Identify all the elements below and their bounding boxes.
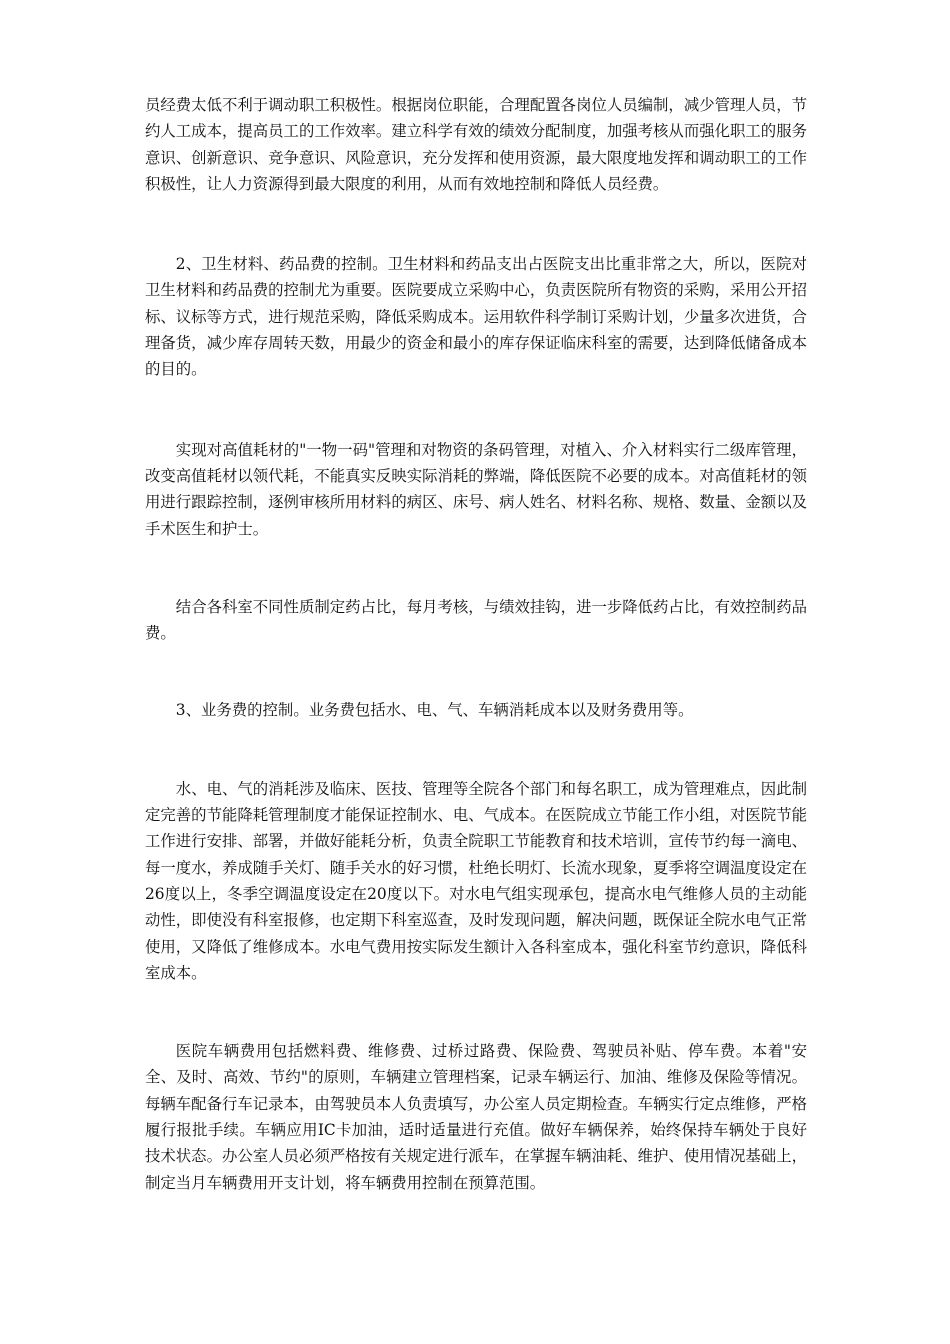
document-body (145, 92, 807, 1196)
paragraph-utilities-cost: 水、电、气的消耗涉及临床、医技、管理等全院各个部门和每名职工，成为管理难点，因此制定完善的节能降耗管理制度才能保证控制水、电、气成本。在医院成立节能工作小组，对医院节能工作进行安排、部署，并做好能耗分析，负责全院职工节能教育和技术培训，宣传节约每一滴电、每一度水，养成随手关灯、随手关水的好习惯，杜绝长明灯、长流水现象，夏季将空调温度设定在26度以上，冬季空调温度设定在20度以下。对水电气组实现承包，提高水电气维修人员的主动能动性，即使没有科室报修，也定期下科室巡查，及时发现问题，解决问题，既保证全院水电气正常使用，又降低了维修成本。水电气费用按实际发生额计入各科室成本，强化科室节约意识，降低科室成本。 (145, 779, 807, 982)
paragraph-drug-ratio: 结合各科室不同性质制定药占比，每月考核，与绩效挂钩，进一步降低药占比，有效控制药品费。 (145, 597, 807, 643)
paragraph-personnel-cost-continued: 员经费太低不利于调动职工积极性。根据岗位职能，合理配置各岗位人员编制，减少管理人员，节约人工成本，提高员工的工作效率。建立科学有效的绩效分配制度，加强考核从而强化职工的服务意识、创新意识、竞争意识、风险意识，充分发挥和使用资源，最大限度地发挥和调动职工的工作积极性，让人力资源得到最大限度的利用，从而有效地控制和降低人员经费。 (145, 96, 807, 193)
paragraph-high-value-consumables: 实现对高值耗材的"一物一码"管理和对物资的条码管理，对植入、介入材料实行二级库管理，改变高值耗材以领代耗，不能真实反映实际消耗的弊端，降低医院不必要的成本。对高值耗材的领用进行跟踪控制，逐例审核所用材料的病区、床号、病人姓名、材料名称、规格、数量、金额以及手术医生和护士。 (145, 440, 807, 538)
paragraph-materials-drug-cost: 2、卫生材料、药品费的控制。卫生材料和药品支出占医院支出比重非常之大，所以，医院对卫生材料和药品费的控制尤为重要。医院要成立采购中心，负责医院所有物资的采购，采用公开招标、议标等方式，进行规范采购，降低采购成本。运用软件科学制订采购计划，少量多次进货，合理备货，减少库存周转天数，用最少的资金和最小的库存保证临床科室的需要，达到降低储备成本的目的。 (145, 255, 807, 379)
paragraph-vehicle-cost: 医院车辆费用包括燃料费、维修费、过桥过路费、保险费、驾驶员补贴、停车费。本着"安全、及时、高效、节约"的原则，车辆建立管理档案，记录车辆运行、加油、维修及保险等情况。每辆车配备行车记录本，由驾驶员本人负责填写，办公室人员定期检查。车辆实行定点维修，严格履行报批手续。车辆应用IC卡加油，适时适量进行充值。做好车辆保养，始终保持车辆处于良好技术状态。办公室人员必须严格按有关规定进行派车，在掌握车辆油耗、维护、使用情况基础上，制定当月车辆费用开支计划，将车辆费用控制在预算范围。 (145, 1042, 807, 1192)
paragraph-operating-cost-heading: 3、业务费的控制。业务费包括水、电、气、车辆消耗成本以及财务费用等。 (175, 701, 694, 720)
